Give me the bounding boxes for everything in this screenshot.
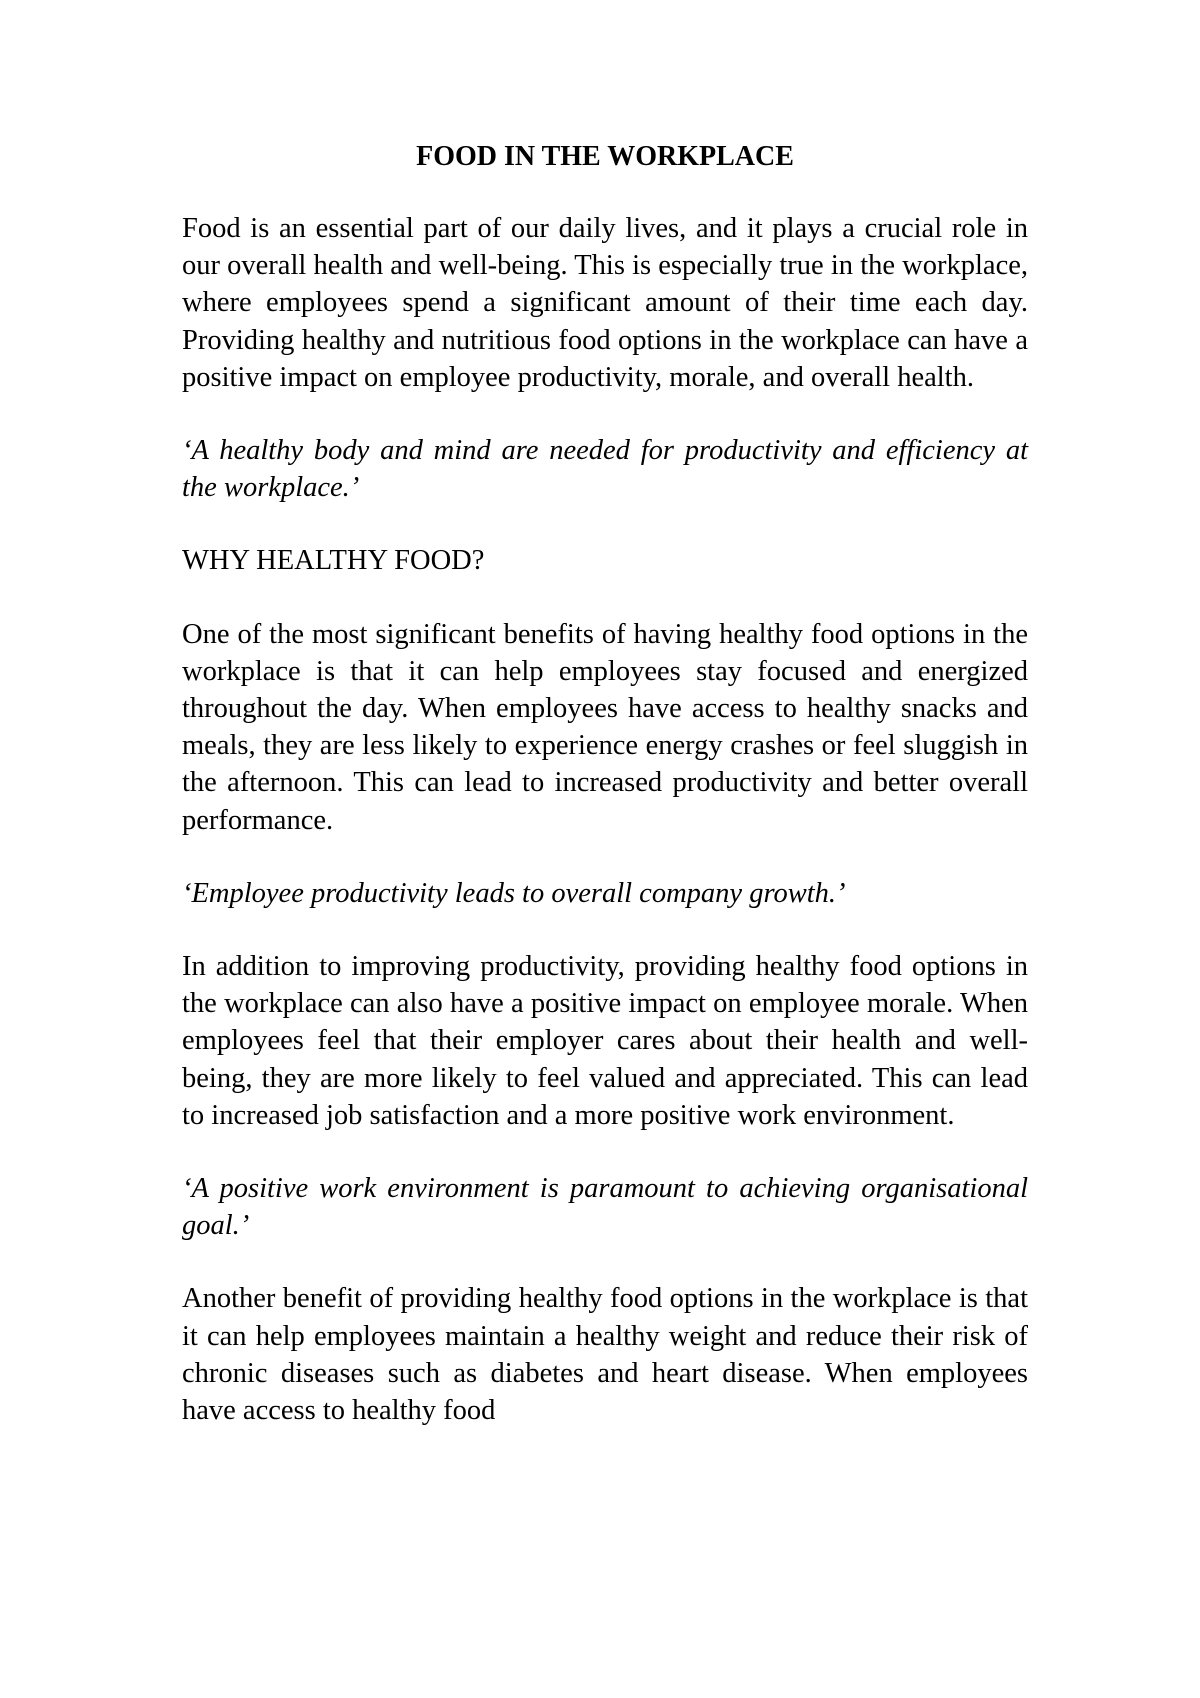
quote-positive-environment: ‘A positive work environment is paramount to achieving organisational goal.’ — [182, 1173, 1028, 1242]
health-paragraph: Another benefit of providing healthy food options in the workplace is that it can help employees maintain a healthy weight and reduce their risk of chronic diseases such as diabetes and heart disease. When employees have access to healthy food — [182, 1283, 1028, 1427]
document-body — [182, 138, 1028, 1465]
intro-paragraph: Food is an essential part of our daily lives, and it plays a crucial role in our overall health and well-being. This is especially true in the workplace, where employees spend a significant amount of their time each day. Providing healthy and nutritious food options in the workplace can have a positive impact on employee productivity, morale, and overall health. — [182, 213, 1028, 393]
section-heading-why-healthy-food: WHY HEALTHY FOOD? — [182, 545, 485, 577]
quote-healthy-body: ‘A healthy body and mind are needed for productivity and efficiency at the workplace.’ — [182, 435, 1028, 504]
quote-employee-productivity: ‘Employee productivity leads to overall company growth.’ — [182, 877, 846, 909]
document-title: FOOD IN THE WORKPLACE — [416, 141, 794, 172]
morale-paragraph: In addition to improving productivity, providing healthy food options in the workplace can also have a positive impact on employee morale. When employees feel that their employer cares about their health and well-being, they are more likely to feel valued and appreciated. This can lead to increased job satisfaction and a more positive work environment. — [182, 951, 1028, 1131]
benefits-paragraph: One of the most significant benefits of having healthy food options in the workplace is that it can help employees stay focused and energized throughout the day. When employees have access to healthy snacks and meals, they are less likely to experience energy crashes or feel sluggish in the afternoon. This can lead to increased productivity and better overall performance. — [182, 618, 1028, 836]
